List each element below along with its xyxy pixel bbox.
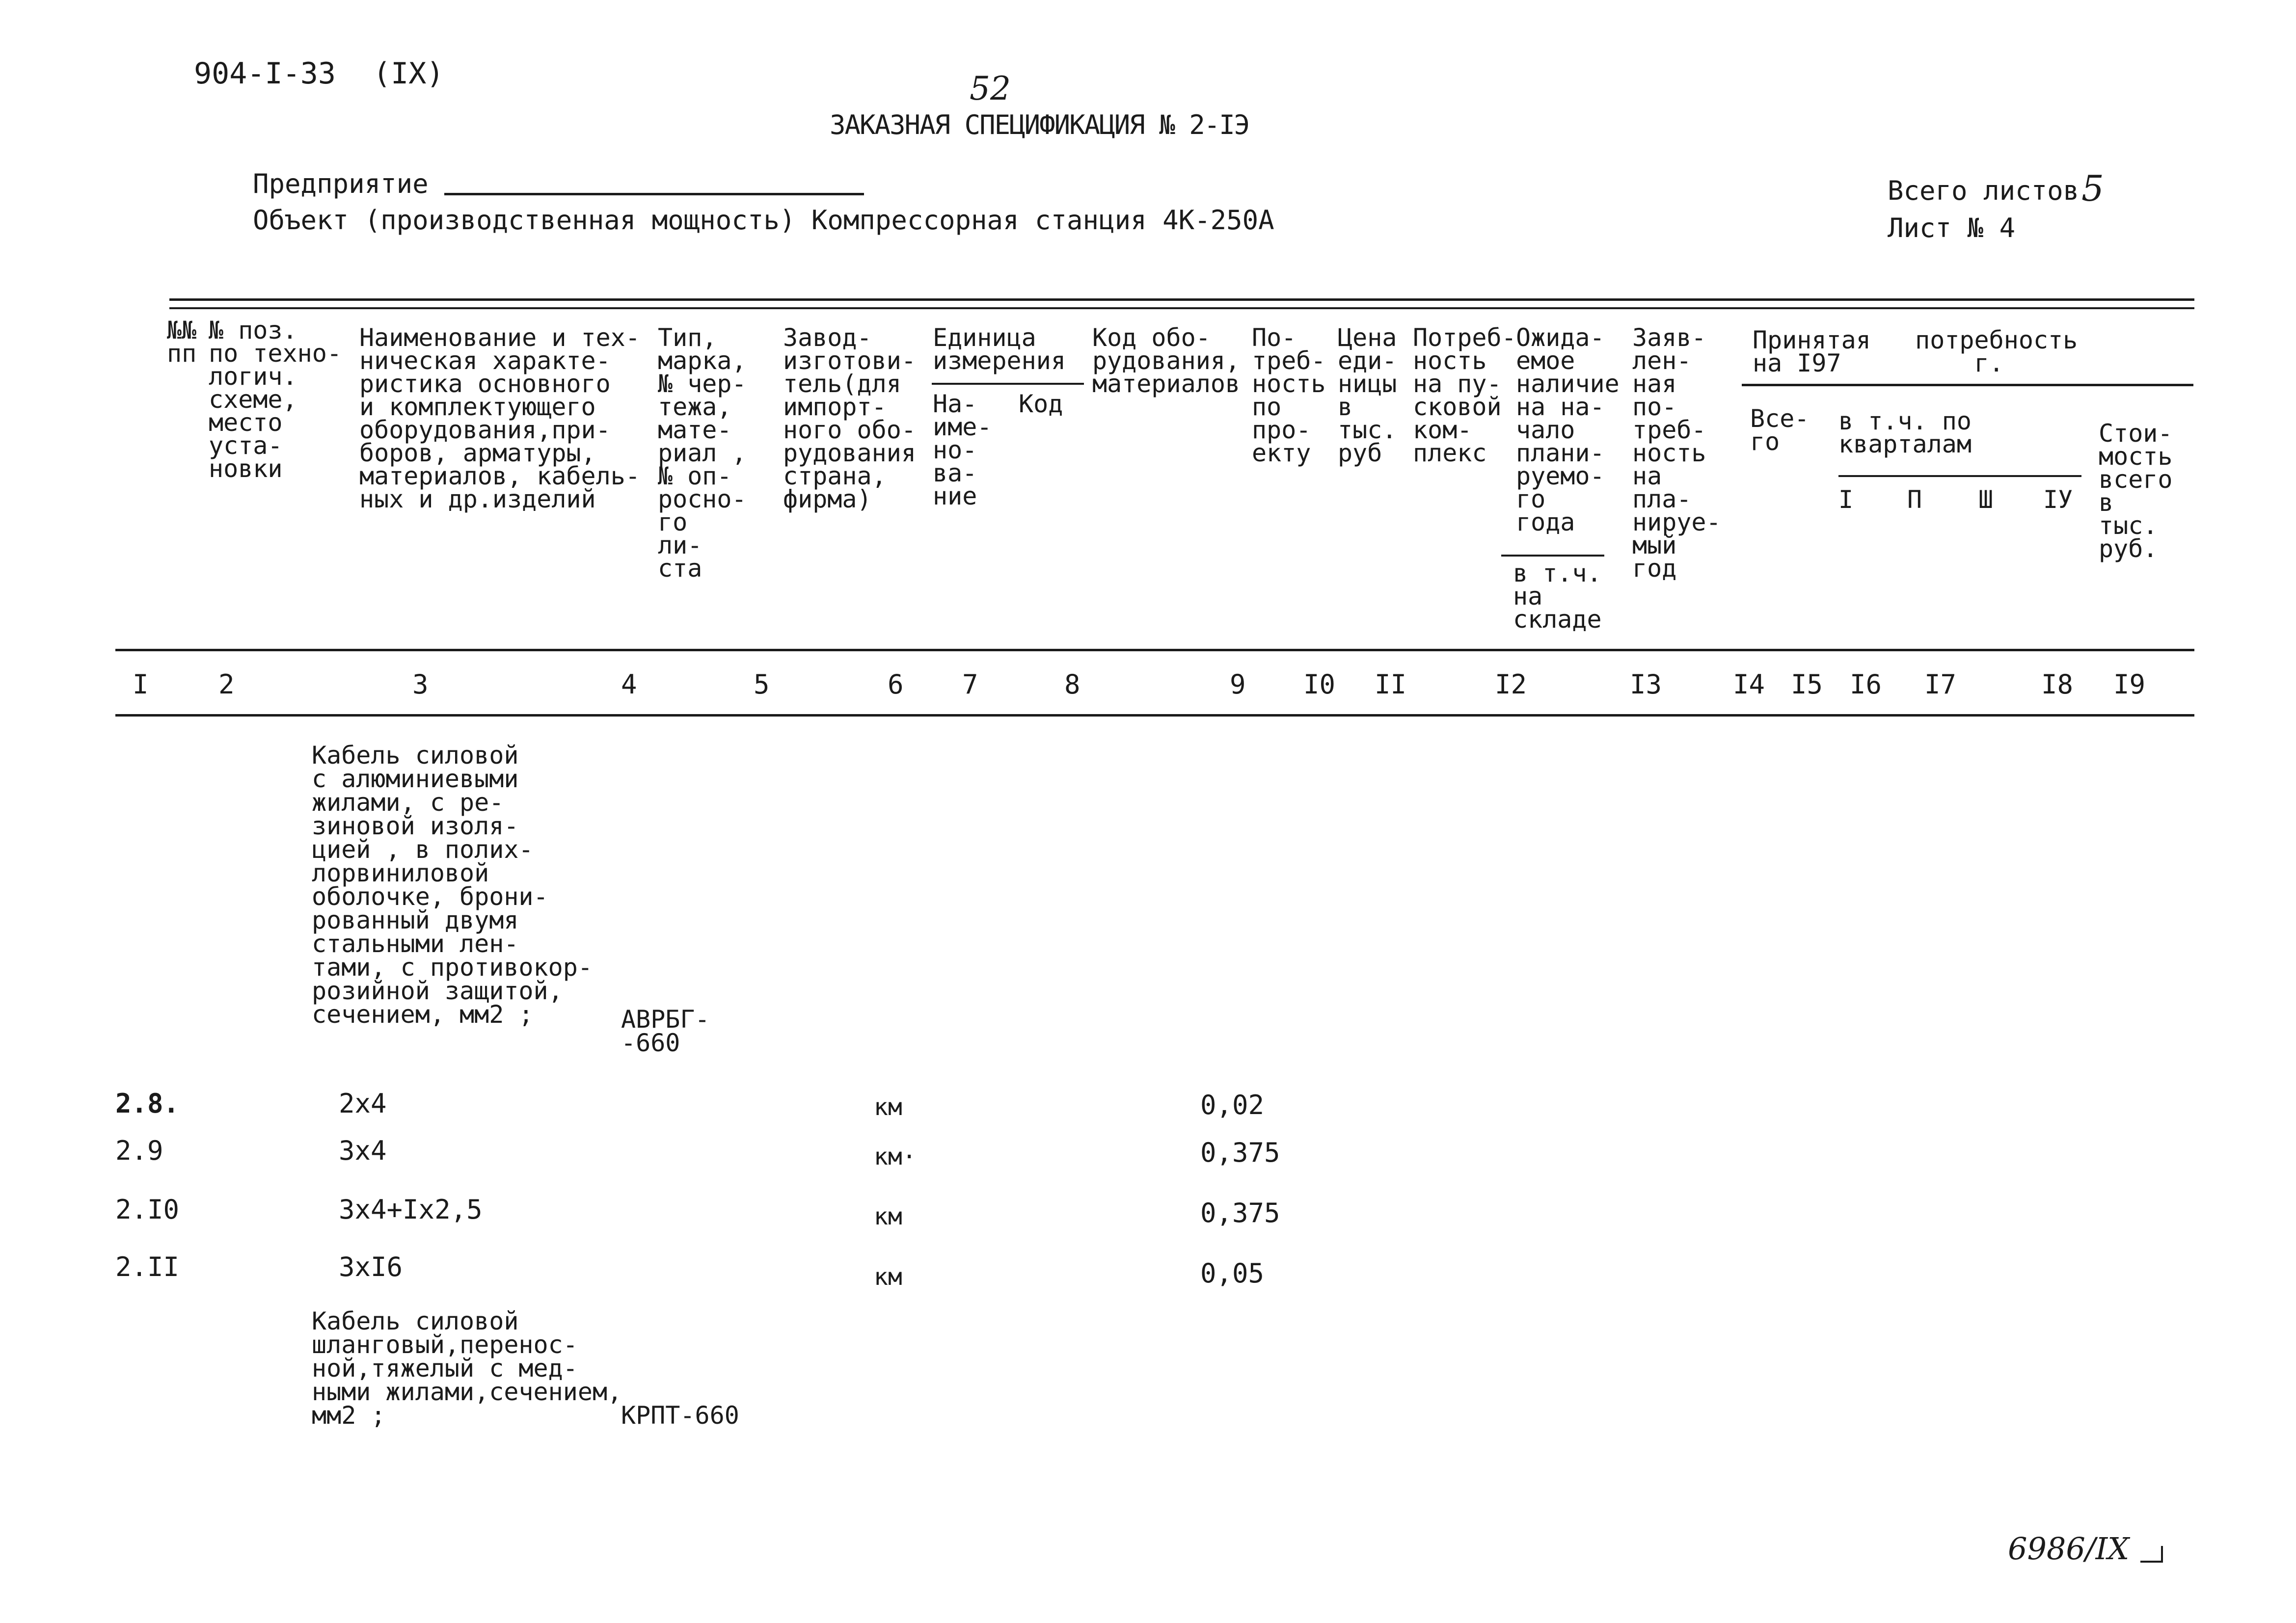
group-type: АВРБГ- -660 <box>621 1005 710 1057</box>
enterprise-underline <box>444 193 864 195</box>
group-description: Кабель силовой с алюминиевыми жилами, с ре- зиновой изоля- цией , в полих- лорвиниловой оболочке, брони- рованный двумя стальными лен- тами, с противокор- розийной защитой, сечением, мм2 ; <box>312 741 593 1029</box>
row-unit: км <box>874 1093 902 1121</box>
row-unit: км· <box>874 1143 917 1171</box>
col-number-11: II <box>1375 669 1407 700</box>
header-col-8: Код обо- рудования, материалов <box>1092 323 1241 398</box>
col-number-6: 6 <box>888 669 904 700</box>
header-col-1: №№ пп <box>167 316 197 368</box>
group-description: Кабель силовой шланговый,перенос- ной,тяжелый с мед- ными жилами,сечением, мм2 ; <box>312 1307 622 1430</box>
col-number-8: 8 <box>1064 669 1080 700</box>
row-position: 2.9 <box>115 1135 163 1166</box>
header-unit-group: Единица измерения <box>933 323 1066 375</box>
footer-corner-v <box>2161 1546 2163 1563</box>
row-name: 3xI6 <box>339 1251 403 1282</box>
column-numbers-bottom-line <box>115 714 2194 717</box>
row-name: 3x4 <box>339 1135 387 1166</box>
header-col-12-sub: в т.ч. на складе <box>1513 559 1602 634</box>
col-number-15: I5 <box>1791 669 1823 700</box>
header-bottom-line <box>115 649 2194 651</box>
header-q2: П <box>1907 485 1922 514</box>
col-number-17: I7 <box>1924 669 1957 700</box>
header-q4: IУ <box>2043 485 2073 514</box>
header-col-3: Наименование и тех- ническая характе- ристика основного и комплектующего оборудования,при- боров, арматуры, материалов, кабель- ных и др.изделий <box>359 323 640 513</box>
footer-code: 6986/IX <box>2008 1531 2130 1567</box>
row-unit: км <box>874 1263 902 1291</box>
header-col-10: Цена еди- ницы в тыс. руб <box>1338 323 1397 467</box>
row-name: 3x4+Ix2,5 <box>339 1194 483 1225</box>
col-number-7: 7 <box>962 669 978 700</box>
enterprise-label: Предприятие <box>253 168 429 199</box>
col-number-19: I9 <box>2113 669 2146 700</box>
unit-divider <box>932 383 1084 385</box>
header-col-12: Ожида- емое наличие на на- чало плани- руемо- го года <box>1516 323 1620 536</box>
row-position: 2.8. <box>115 1088 180 1119</box>
header-quarters: в т.ч. по кварталам <box>1838 407 1972 458</box>
header-col-5: Завод- изготови- тель(для импорт- ного обо- рудования страна, фирма) <box>783 323 916 513</box>
row-position: 2.II <box>115 1251 180 1282</box>
header-col-19: Стои- мость всего в тыс. руб. <box>2099 419 2173 563</box>
col-number-1: I <box>133 669 149 700</box>
row-quantity: 0,02 <box>1200 1090 1265 1120</box>
header-unit-name: На- име- но- ва- ние <box>933 390 992 510</box>
doc-code: 904-I-33 <box>194 56 336 91</box>
header-col-9: По- треб- ность по про- екту <box>1252 323 1326 467</box>
row-quantity: 0,05 <box>1200 1258 1265 1289</box>
col-number-3: 3 <box>412 669 429 700</box>
document-title: ЗАКАЗНАЯ СПЕЦИФИКАЦИЯ № 2-IЭ <box>830 109 1249 140</box>
col-number-5: 5 <box>754 669 770 700</box>
header-accepted: Принятая потребность на I97 г. <box>1753 326 2078 377</box>
col-number-18: I8 <box>2041 669 2074 700</box>
header-col-4: Тип, марка, № чер- тежа, мате- риал , № оп- росно- го ли- ста <box>658 323 747 583</box>
header-col-11: Потреб- ность на пу- сковой ком- плекс <box>1413 323 1516 467</box>
row-name: 2x4 <box>339 1088 387 1119</box>
col12-divider <box>1501 555 1604 557</box>
header-q3: Ш <box>1978 485 1994 514</box>
col-number-16: I6 <box>1850 669 1882 700</box>
col-number-14: I4 <box>1733 669 1765 700</box>
row-position: 2.I0 <box>115 1194 180 1225</box>
group-type: КРПТ-660 <box>621 1401 739 1430</box>
album-number: (IX) <box>373 56 444 91</box>
col-number-12: I2 <box>1495 669 1527 700</box>
sheets-total-label: Всего листов <box>1888 175 2080 206</box>
table-top-line <box>169 298 2194 301</box>
page-number: 52 <box>970 70 1011 107</box>
col-number-10: I0 <box>1303 669 1336 700</box>
sheets-total-value: 5 <box>2081 168 2104 209</box>
col-number-13: I3 <box>1630 669 1662 700</box>
col-number-2: 2 <box>218 669 235 700</box>
table-top-line-2 <box>169 307 2194 309</box>
row-quantity: 0,375 <box>1200 1137 1280 1168</box>
col-number-9: 9 <box>1230 669 1246 700</box>
row-unit: км <box>874 1203 902 1230</box>
sheet-number: Лист № 4 <box>1888 213 2016 243</box>
accepted-divider <box>1742 384 2193 386</box>
row-quantity: 0,375 <box>1200 1197 1280 1228</box>
header-unit-code: Код <box>1019 390 1063 418</box>
object-line: Объект (производственная мощность) Компрессорная станция 4К-250А <box>253 205 1274 236</box>
header-col-13: Заяв- лен- ная по- треб- ность на пла- нируе- мый год <box>1632 323 1721 583</box>
header-col-2: № поз. по техно- логич. схеме, место уста- новки <box>209 316 342 483</box>
quarters-divider <box>1838 475 2081 477</box>
header-total: Все- го <box>1750 404 1810 456</box>
footer-corner-h <box>2140 1561 2162 1563</box>
col-number-4: 4 <box>621 669 637 700</box>
header-q1: I <box>1838 485 1854 514</box>
